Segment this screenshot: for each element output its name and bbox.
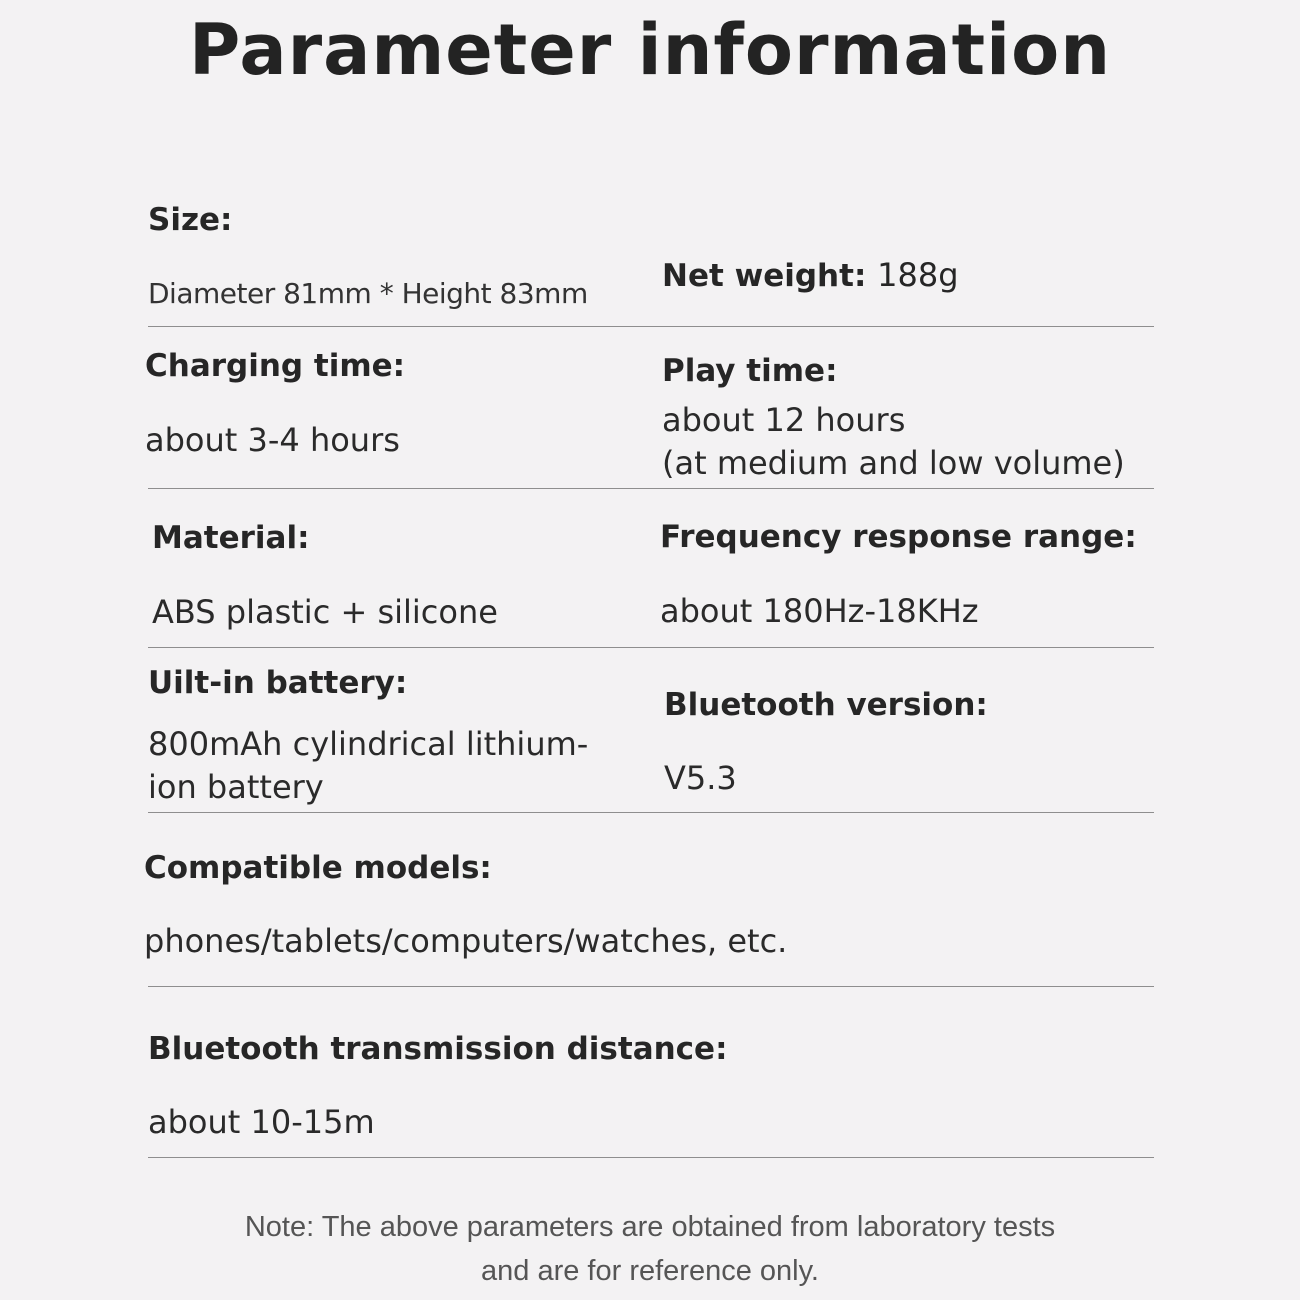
battery-value-line2: ion battery (148, 768, 324, 806)
compatible-models-value: phones/tablets/computers/watches, etc. (144, 922, 788, 960)
battery-label: Uilt-in battery: (148, 665, 408, 701)
net-weight-row (662, 255, 959, 296)
net-weight-value: 188g (877, 256, 959, 294)
bluetooth-distance-label: Bluetooth transmission distance: (148, 1031, 728, 1067)
disclaimer-note (0, 1205, 1300, 1293)
frequency-response-value: about 180Hz-18KHz (660, 592, 979, 630)
note-line2: and are for reference only. (481, 1255, 819, 1287)
size-value: Diameter 81mm * Height 83mm (148, 277, 588, 310)
bluetooth-version-label: Bluetooth version: (664, 687, 988, 723)
play-time-label: Play time: (662, 353, 838, 389)
compatible-models-label: Compatible models: (144, 850, 492, 886)
charging-time-label: Charging time: (145, 348, 406, 384)
divider (148, 1157, 1154, 1158)
play-time-value-line2: (at medium and low volume) (662, 444, 1125, 482)
bluetooth-version-value: V5.3 (664, 759, 737, 797)
material-label: Material: (152, 520, 310, 556)
frequency-response-label: Frequency response range: (660, 519, 1137, 555)
note-line1: Note: The above parameters are obtained from laboratory tests (244, 1211, 1056, 1243)
divider (148, 647, 1154, 648)
net-weight-label: Net weight: (662, 258, 867, 294)
divider (148, 488, 1154, 489)
play-time-value-line1: about 12 hours (662, 401, 906, 439)
size-label: Size: (148, 202, 233, 238)
bluetooth-distance-value: about 10-15m (148, 1103, 375, 1141)
divider (148, 812, 1154, 813)
battery-value-line1: 800mAh cylindrical lithium- (148, 725, 589, 763)
charging-time-value: about 3-4 hours (145, 421, 400, 459)
page-title: Parameter information (188, 9, 1112, 91)
material-value: ABS plastic + silicone (152, 593, 498, 631)
divider (148, 986, 1154, 987)
divider (148, 326, 1154, 327)
